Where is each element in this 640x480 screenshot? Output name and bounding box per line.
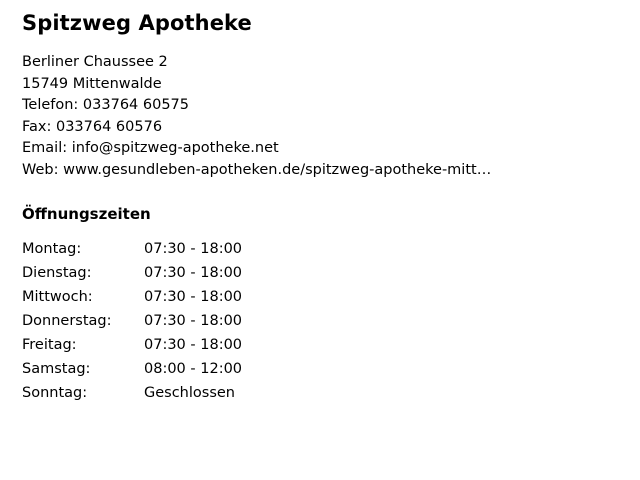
contact-website: Web: www.gesundleben-apotheken.de/spitzweg-apotheke-mitt…: [22, 161, 492, 178]
address-line-city: 15749 Mittenwalde: [22, 75, 162, 92]
day-label: Freitag:: [22, 337, 77, 353]
day-hours: 08:00 - 12:00: [144, 361, 243, 377]
day-label: Donnerstag:: [22, 313, 112, 329]
table-row: [22, 237, 344, 261]
contact-phone: Telefon: 033764 60575: [22, 97, 190, 113]
day-hours: 07:30 - 18:00: [144, 337, 243, 353]
day-label: Dienstag:: [22, 265, 92, 281]
contact-fax: Fax: 033764 60576: [22, 118, 163, 135]
day-label: Montag:: [22, 241, 82, 257]
address-line-street: Berliner Chaussee 2: [22, 54, 168, 70]
table-row: [22, 357, 344, 381]
day-hours: 07:30 - 18:00: [144, 241, 243, 257]
day-label: Mittwoch:: [22, 289, 93, 305]
day-label: Samstag:: [22, 361, 91, 377]
business-info-block: [22, 10, 592, 405]
day-hours: Geschlossen: [144, 385, 235, 401]
table-row: [22, 261, 344, 285]
opening-hours-table: [22, 237, 344, 405]
day-hours: 07:30 - 18:00: [144, 289, 243, 305]
day-hours: 07:30 - 18:00: [144, 265, 243, 281]
day-label: Sonntag:: [22, 385, 88, 401]
table-row: [22, 285, 344, 309]
day-hours: 07:30 - 18:00: [144, 313, 243, 329]
table-row: [22, 381, 344, 405]
opening-hours-heading: Öffnungszeiten: [22, 205, 151, 223]
table-row: [22, 333, 344, 357]
page-title: Spitzweg Apotheke: [22, 11, 252, 35]
table-row: [22, 309, 344, 333]
contact-email: Email: info@spitzweg-apotheke.net: [22, 140, 279, 156]
